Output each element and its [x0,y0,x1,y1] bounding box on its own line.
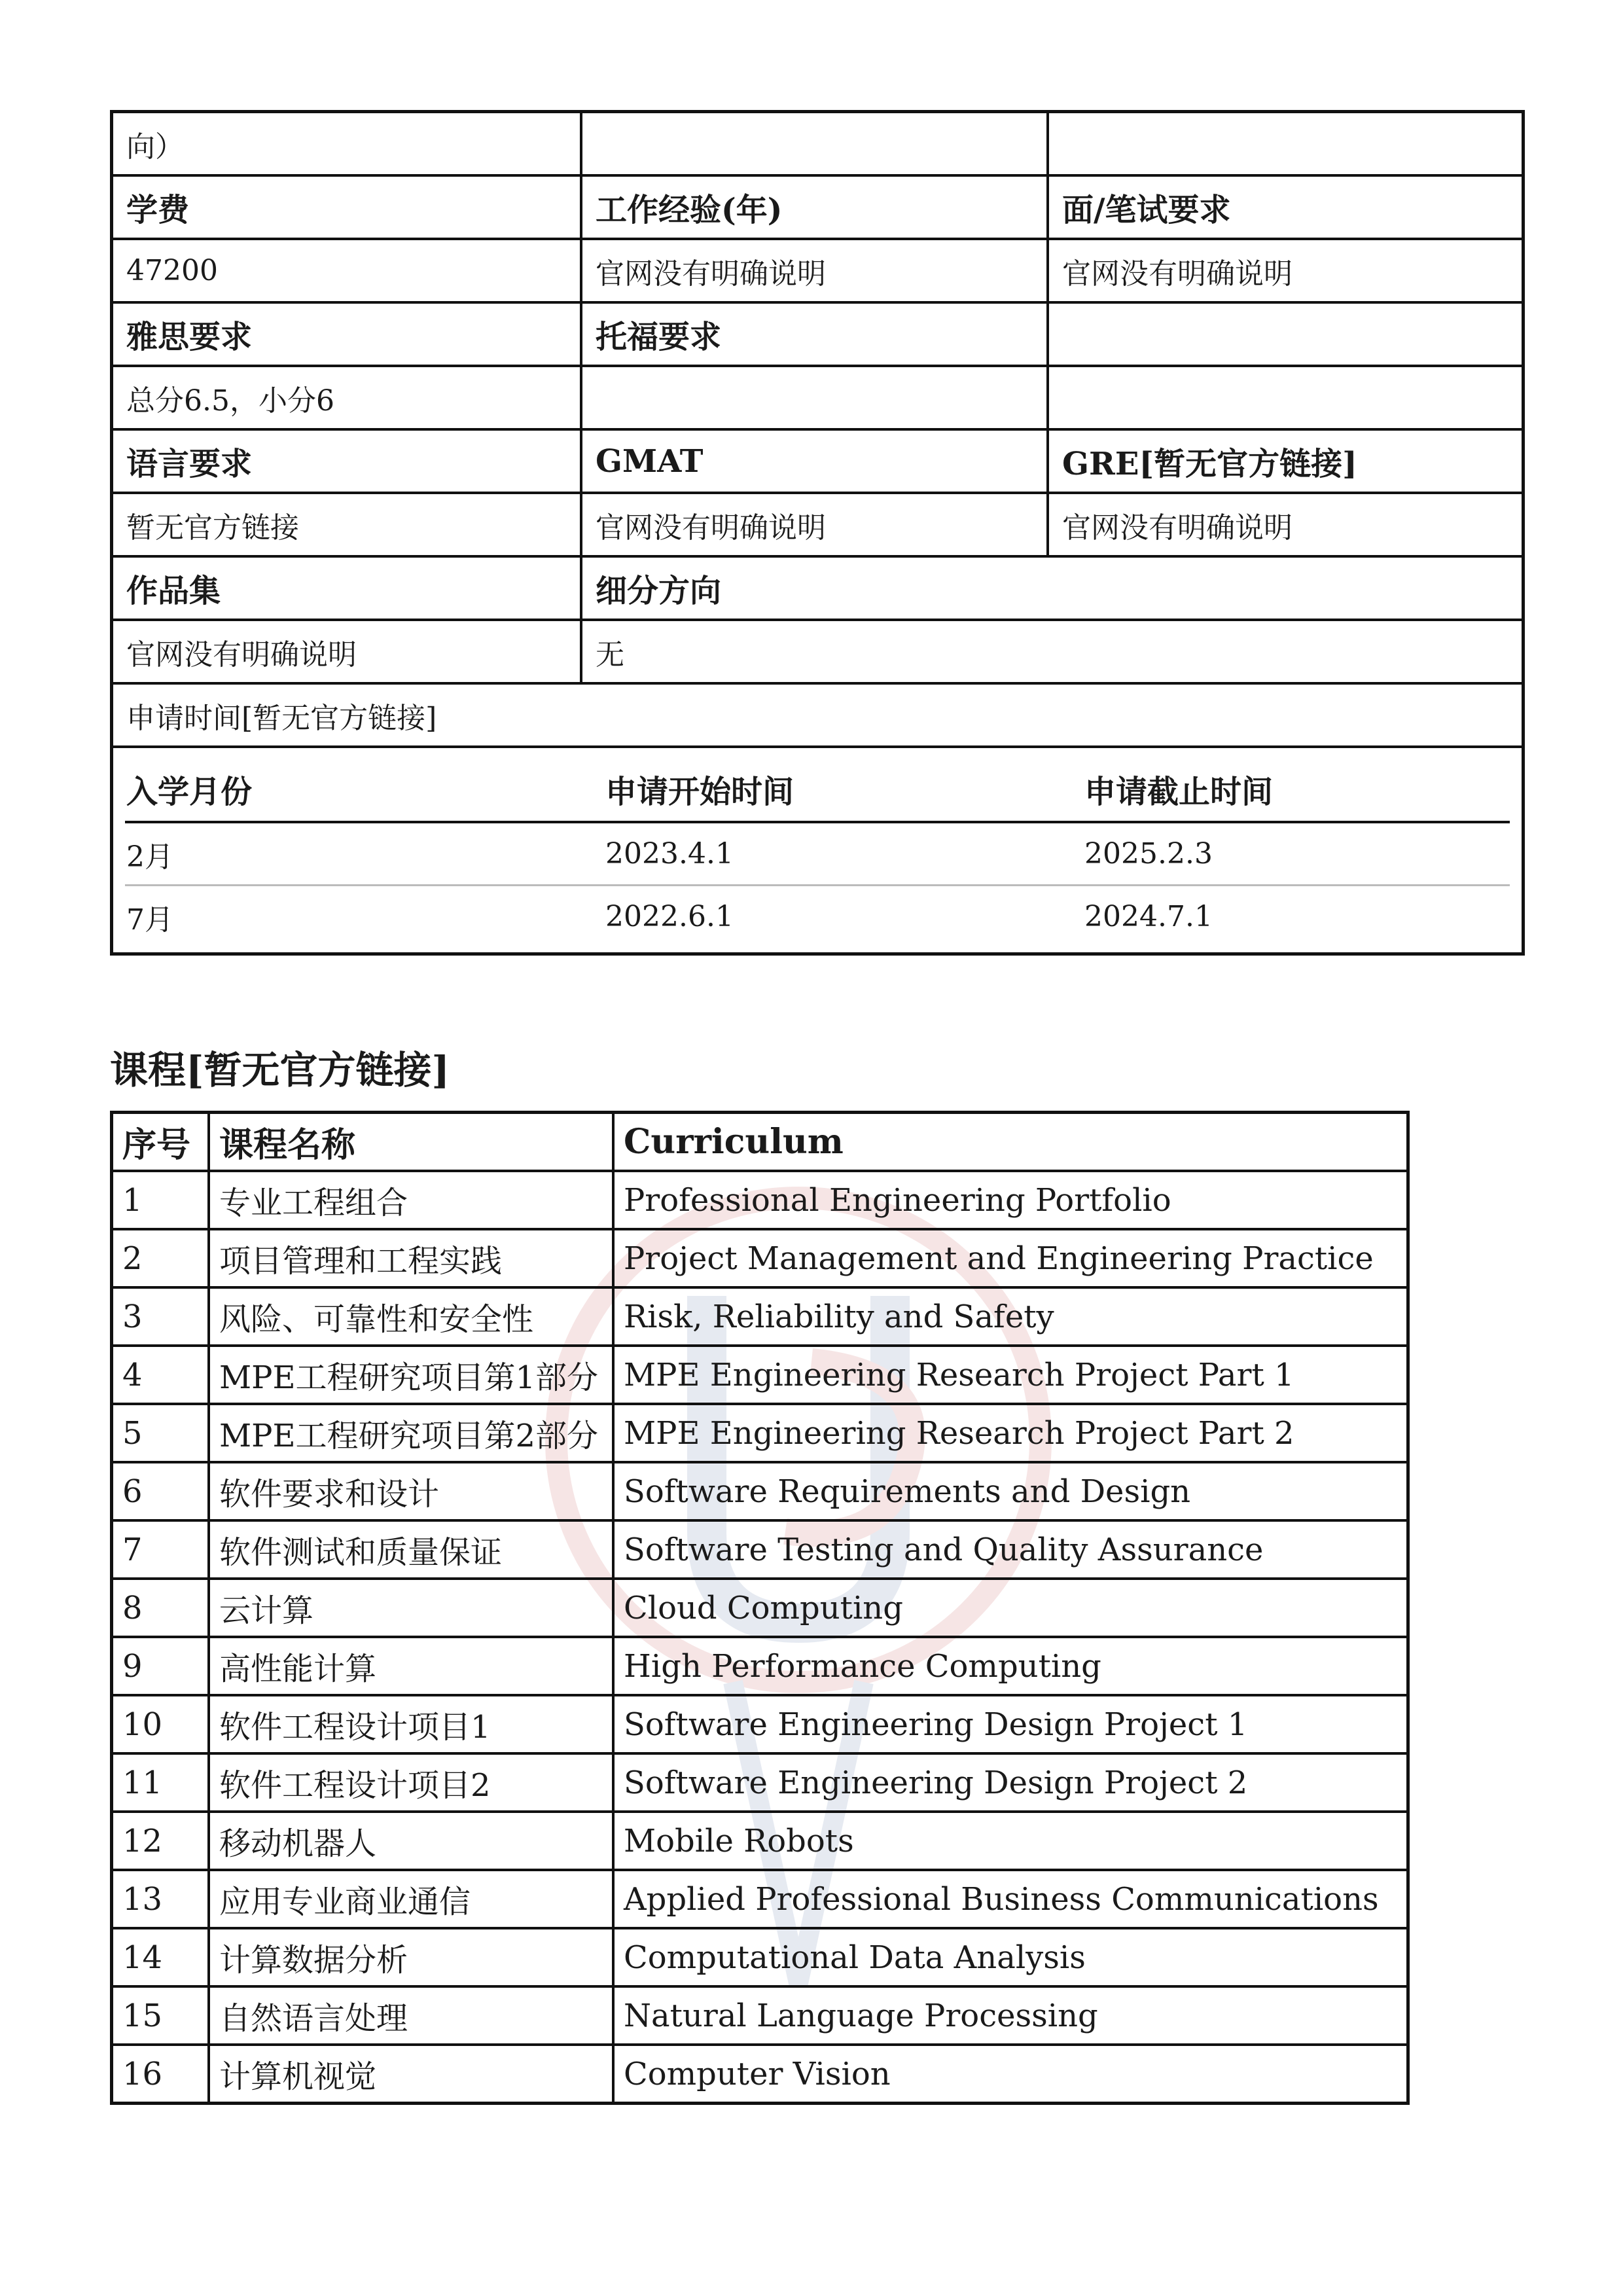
work-experience-header: 工作经验(年) [580,177,1046,238]
table-row [112,1229,1408,1287]
tuition-header: 学费 [126,192,190,228]
course-name-cn: 软件测试和质量保证 [209,1520,613,1579]
intake-month: 7月 [126,903,173,937]
start-date: 2022.6.1 [605,900,734,933]
intake-month: 2月 [126,840,173,874]
table-row [112,1287,1408,1346]
course-name-en: Computational Data Analysis [613,1928,1408,1986]
info-row [113,619,1522,682]
course-name-cn: 应用专业商业通信 [209,1870,613,1928]
info-cell [580,113,1046,174]
course-name-cn: 软件工程设计项目2 [209,1753,613,1812]
dates-row [125,823,1510,886]
course-name-cn: 风险、可靠性和安全性 [209,1287,613,1346]
course-name-cn: 专业工程组合 [209,1171,613,1229]
dates-header-row [125,757,1510,823]
course-index: 9 [112,1637,209,1695]
course-name-en: Cloud Computing [613,1579,1408,1637]
course-name-cn: 项目管理和工程实践 [209,1229,613,1287]
course-index: 14 [112,1928,209,1986]
interview-header: 面/笔试要求 [1046,177,1522,238]
table-row [112,1695,1408,1753]
gmat-header: GMAT [580,431,1046,492]
table-row [112,1462,1408,1520]
gmat-value: 官网没有明确说明 [580,494,1046,555]
course-index: 11 [112,1753,209,1812]
course-name-en: Applied Professional Business Communications [613,1870,1408,1928]
portfolio-value: 官网没有明确说明 [126,637,357,672]
portfolio-header: 作品集 [126,573,221,609]
info-row [113,745,1522,952]
table-row [112,1928,1408,1986]
info-row [113,174,1522,238]
course-name-en: Professional Engineering Portfolio [613,1171,1408,1229]
course-name-en: Software Testing and Quality Assurance [613,1520,1408,1579]
course-index: 6 [112,1462,209,1520]
course-name-en: Software Engineering Design Project 2 [613,1753,1408,1812]
index-header: 序号 [112,1113,209,1172]
course-name-en: MPE Engineering Research Project Part 2 [613,1404,1408,1462]
table-row [112,1404,1408,1462]
deadline: 2024.7.1 [1084,900,1213,933]
course-index: 12 [112,1812,209,1870]
work-experience-value: 官网没有明确说明 [580,240,1046,301]
table-row [112,1753,1408,1812]
course-index: 4 [112,1346,209,1404]
program-info-table [110,110,1525,956]
course-index: 13 [112,1870,209,1928]
table-row [112,1171,1408,1229]
course-table [110,1111,1410,2105]
specialization-value: 无 [580,621,1522,682]
start-date: 2023.4.1 [605,837,734,870]
course-name-cn: MPE工程研究项目第1部分 [209,1346,613,1404]
table-row [112,2045,1408,2104]
course-index: 16 [112,2045,209,2104]
gre-header: GRE[暂无官方链接] [1046,431,1522,492]
course-name-en: Software Engineering Design Project 1 [613,1695,1408,1753]
toefl-value [580,367,1046,428]
course-index: 15 [112,1986,209,2045]
info-row [113,301,1522,365]
course-name-en: High Performance Computing [613,1637,1408,1695]
course-name-cn: 高性能计算 [209,1637,613,1695]
course-name-cn: 软件要求和设计 [209,1462,613,1520]
course-index: 10 [112,1695,209,1753]
course-header-row [112,1113,1408,1172]
specialization-header: 细分方向 [580,558,1522,619]
toefl-header: 托福要求 [580,304,1046,365]
deadline: 2025.2.3 [1084,837,1213,870]
course-name-en: Risk, Reliability and Safety [613,1287,1408,1346]
course-name-en: Project Management and Engineering Practice [613,1229,1408,1287]
start-date-header: 申请开始时间 [605,774,794,810]
language-value: 暂无官方链接 [126,511,299,545]
application-time-label: 申请时间[暂无官方链接] [126,701,437,735]
ielts-header: 雅思要求 [126,319,253,355]
table-row [112,1579,1408,1637]
course-name-cn: 移动机器人 [209,1812,613,1870]
info-row [113,365,1522,428]
info-cell [1046,113,1522,174]
info-row [113,428,1522,492]
course-name-cn: 自然语言处理 [209,1986,613,2045]
course-name-cn: 计算数据分析 [209,1928,613,1986]
table-row [112,1986,1408,2045]
course-name-en: Software Requirements and Design [613,1462,1408,1520]
table-row [112,1346,1408,1404]
course-index: 7 [112,1520,209,1579]
course-name-cn: 云计算 [209,1579,613,1637]
info-cell [1046,367,1522,428]
language-header: 语言要求 [126,446,253,482]
info-row [113,555,1522,619]
course-index: 2 [112,1229,209,1287]
course-name-en: Computer Vision [613,2045,1408,2104]
course-name-header: 课程名称 [209,1113,613,1172]
course-name-cn: 软件工程设计项目1 [209,1695,613,1753]
course-name-cn: MPE工程研究项目第2部分 [209,1404,613,1462]
course-name-en: Mobile Robots [613,1812,1408,1870]
course-index: 8 [112,1579,209,1637]
table-row [112,1812,1408,1870]
course-section-title: 课程[暂无官方链接] [110,1048,450,1092]
deadline-header: 申请截止时间 [1084,774,1274,810]
course-name-en: MPE Engineering Research Project Part 1 [613,1346,1408,1404]
course-name-cn: 计算机视觉 [209,2045,613,2104]
table-row [112,1637,1408,1695]
gre-value: 官网没有明确说明 [1046,494,1522,555]
ielts-value: 总分6.5，小分6 [126,384,334,418]
info-cell: 向） [126,130,184,164]
course-index: 3 [112,1287,209,1346]
interview-value: 官网没有明确说明 [1046,240,1522,301]
course-index: 5 [112,1404,209,1462]
intake-month-header: 入学月份 [126,774,253,810]
info-row [113,682,1522,745]
info-row [113,238,1522,301]
table-row [112,1870,1408,1928]
info-row [113,113,1522,174]
curriculum-header: Curriculum [613,1113,1408,1172]
course-name-en: Natural Language Processing [613,1986,1408,2045]
course-index: 1 [112,1171,209,1229]
application-dates [113,748,1522,952]
table-row [112,1520,1408,1579]
tuition-value: 47200 [126,254,218,287]
dates-row [125,886,1510,947]
info-cell [1046,304,1522,365]
info-row [113,492,1522,555]
